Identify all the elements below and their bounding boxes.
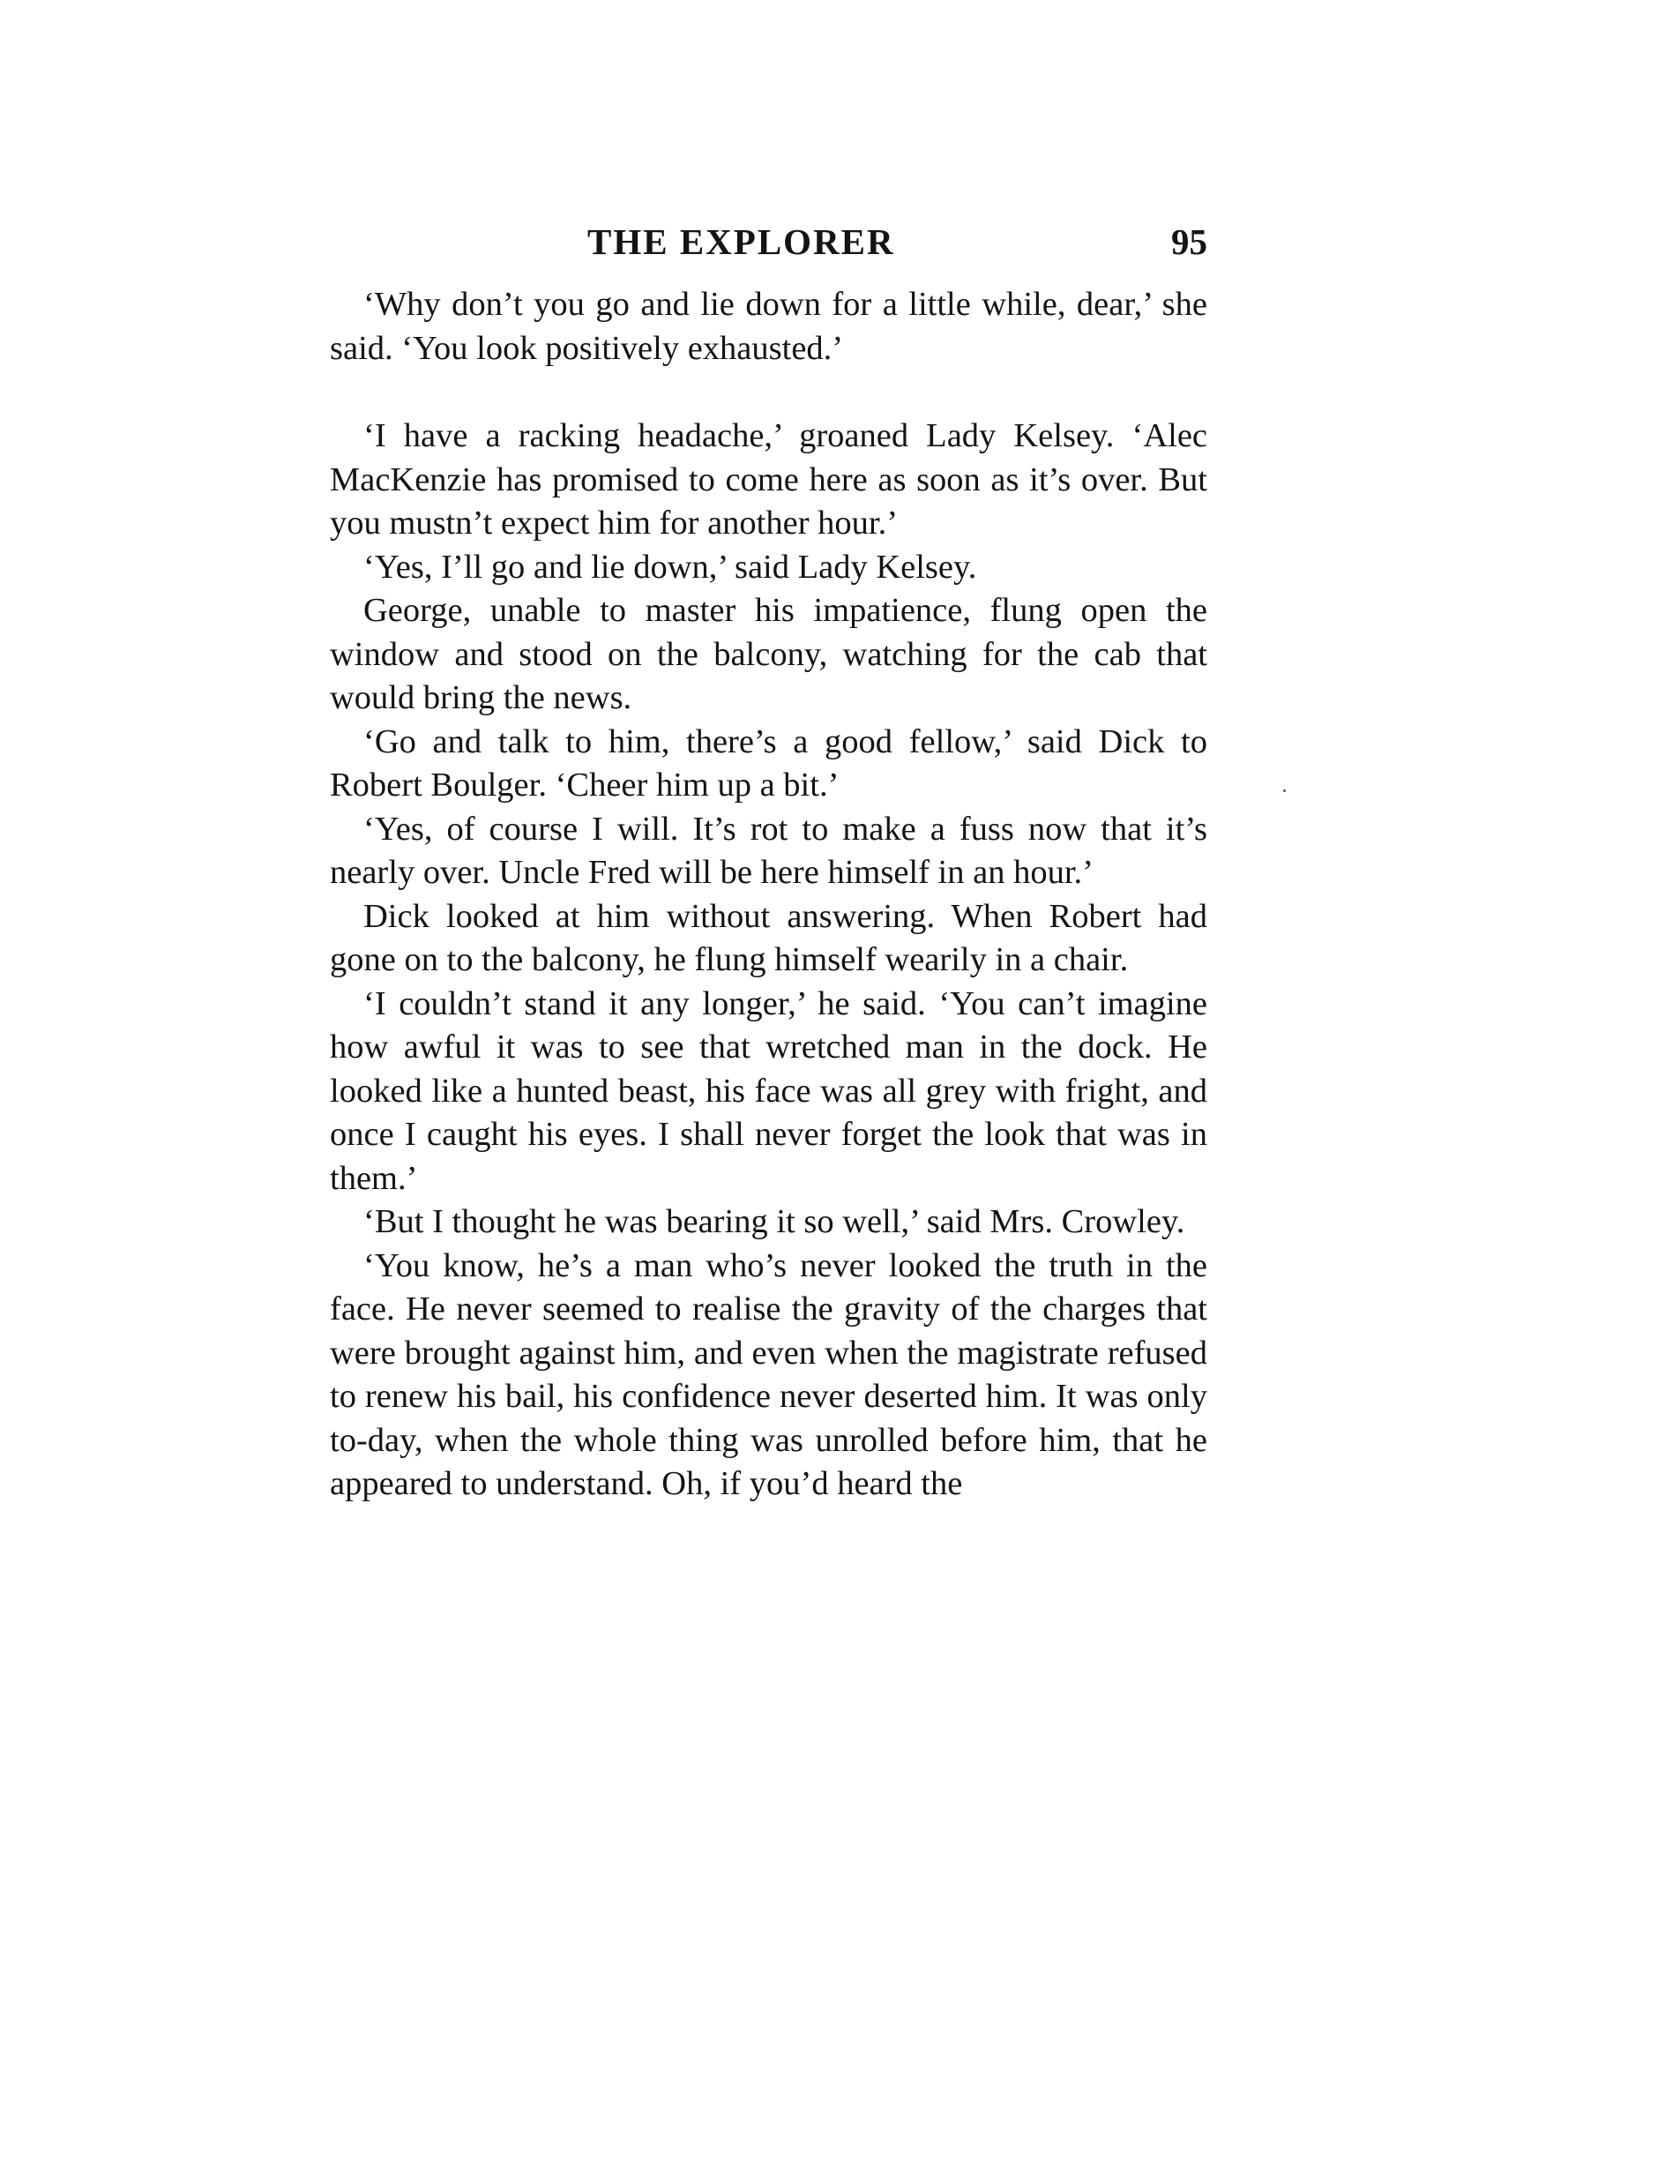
paragraph: ‘Why don’t you go and lie down for a little while, dear,’ she said. ‘You look positively exhausted.’ [330,286,1207,367]
page-header [330,217,1207,266]
body-text [330,283,1207,1507]
paragraph: ‘Yes, of course I will. It’s rot to make a fuss now that it’s nearly over. Uncle Fred will be here himself in an hour.’ [330,810,1207,891]
paragraph: ‘Go and talk to him, there’s a good fellow,’ said Dick to Robert Boulger. ‘Cheer him up a bit.’ [330,722,1207,804]
paragraph: ‘But I thought he was bearing it so well,’ said Mrs. Crowley. [363,1203,1185,1240]
print-speck [1283,789,1286,792]
paragraph: George, unable to master his impatience, flung open the window and stood on the balcony, watching for the cab that would bring the news. [330,592,1207,716]
paragraph: ‘Yes, I’ll go and lie down,’ said Lady Kelsey. [363,548,977,586]
paragraph: ‘I have a racking headache,’ groaned Lady Kelsey. ‘Alec MacKenzie has promised to come here as soon as it’s over. But you mustn’t expect him for another hour.’ [330,417,1207,542]
page-number: 95 [1171,221,1207,262]
running-title: THE EXPLORER [587,221,895,262]
paragraph: ‘You know, he’s a man who’s never looked the truth in the face. He never seemed to realise the gravity of the charges that were brought against him, and even when the magistrate refused to renew his bail, his confidence never deserted him. It was only to-day, when the whole thing was unrolled before him, that he appeared to understand. Oh, if you’d heard the [330,1246,1207,1502]
paragraph: ‘I couldn’t stand it any longer,’ he said. ‘You can’t imagine how awful it was to see that wretched man in the dock. He looked like a hunted beast, his face was all grey with fright, and once I caught his eyes. I shall never forget the look that was in them.’ [330,984,1207,1197]
paragraph: Dick looked at him without answering. When Robert had gone on to the balcony, he flung himself wearily in a chair. [330,897,1207,978]
